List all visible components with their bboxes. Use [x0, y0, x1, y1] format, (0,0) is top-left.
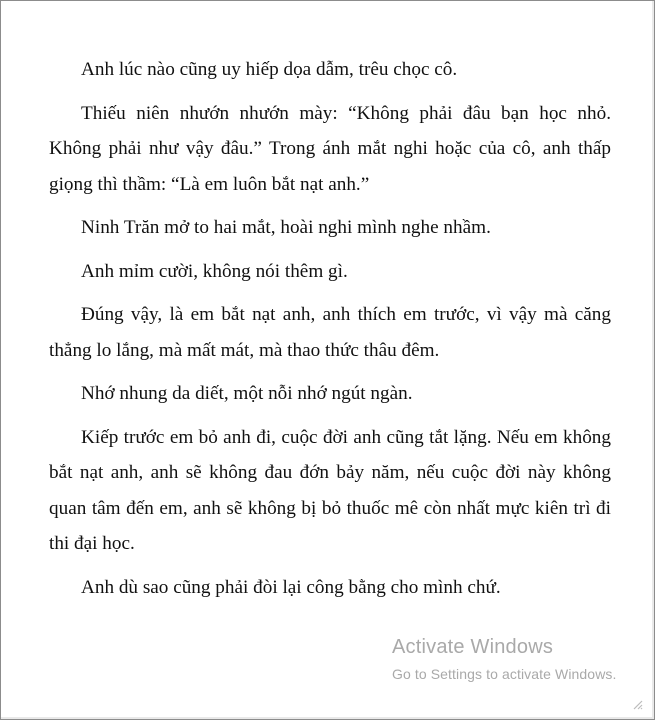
paragraph: Anh mỉm cười, không nói thêm gì. — [81, 260, 348, 282]
watermark-subtitle: Go to Settings to activate Windows. — [392, 666, 617, 682]
paragraph: Thiếu niên nhướn nhướn mày: “Không phải đâu bạn học nhỏ. Không phải như vậy đâu.” Trong ánh mắt nghi hoặc của cô, anh thấp giọng thì thầm: “Là em luôn bắt nạt anh.” — [49, 102, 611, 195]
paragraph: Ninh Trăn mở to hai mắt, hoài nghi mình nghe nhầm. — [81, 217, 491, 238]
activate-windows-watermark — [392, 637, 617, 681]
paragraph: Anh dù sao cũng phải đòi lại công bằng cho mình chứ. — [81, 576, 501, 598]
paragraph: Nhớ nhung da diết, một nỗi nhớ ngút ngàn. — [81, 383, 413, 404]
paragraph: Anh lúc nào cũng uy hiếp dọa dẫm, trêu chọc cô. — [81, 59, 458, 80]
paragraph: Kiếp trước em bỏ anh đi, cuộc đời anh cũng tắt lặng. Nếu em không bắt nạt anh, anh sẽ không đau đớn bảy năm, nếu cuộc đời này không quan tâm đến em, anh sẽ không bị bỏ thuốc mê còn nhất mực kiên trì đi thi đại học. — [49, 426, 611, 554]
resize-grip-icon[interactable] — [632, 699, 644, 711]
document-page — [49, 52, 611, 613]
paragraph: Đúng vậy, là em bắt nạt anh, anh thích em trước, vì vậy mà căng thẳng lo lắng, mà mất mát, mà thao thức thâu đêm. — [49, 304, 611, 361]
watermark-title: Activate Windows — [392, 636, 554, 658]
